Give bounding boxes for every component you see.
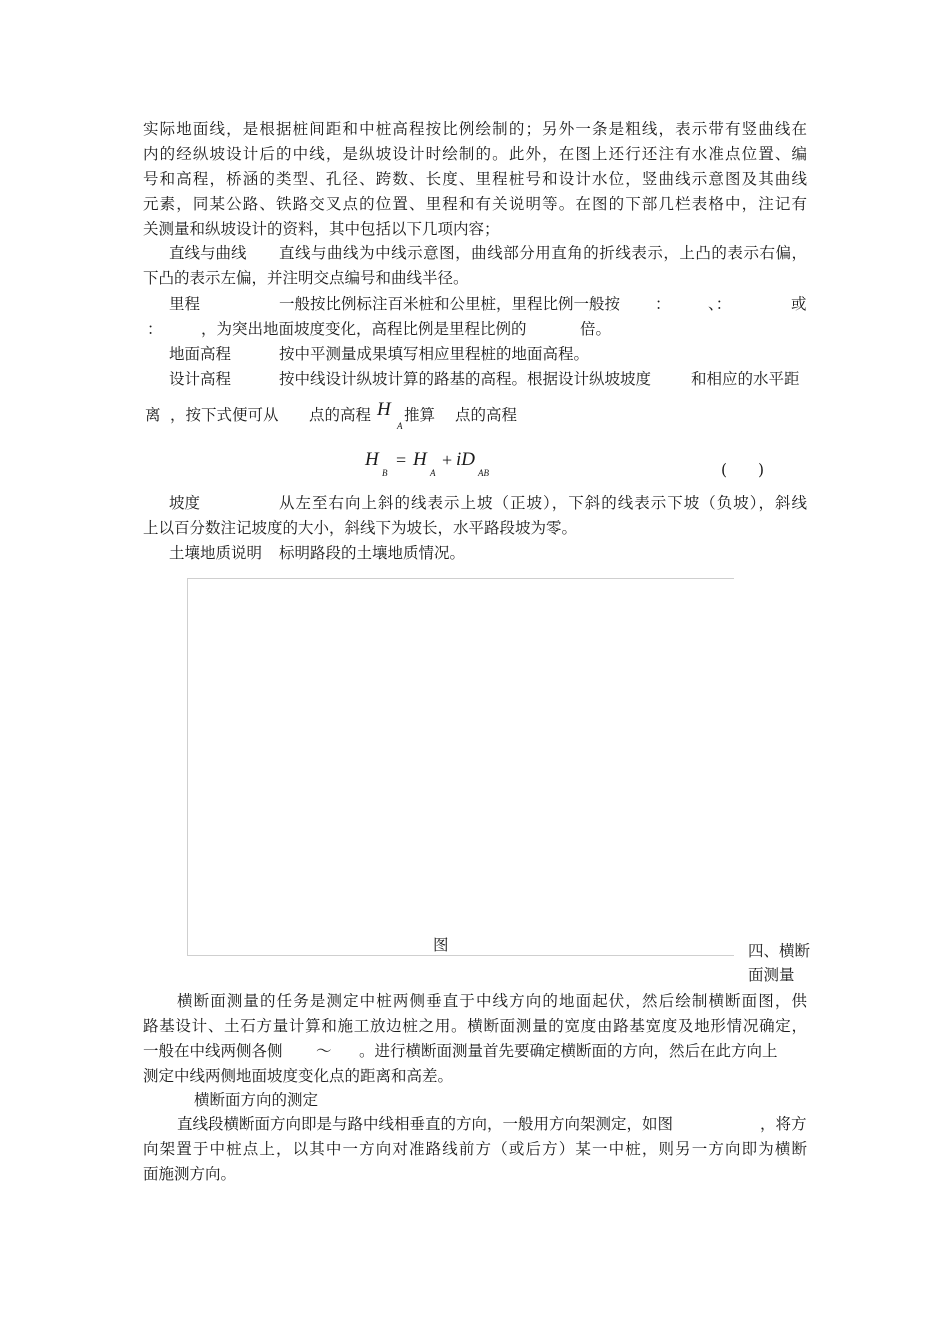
section-heading-line1: 四、横断: [748, 942, 811, 960]
ratio-colon: ：: [147, 320, 163, 338]
paragraph-line: ，将方: [760, 1115, 807, 1133]
ratio-colon: ：: [655, 295, 671, 313]
item-desc-design: 按中线设计纵坡计算的路基的高程。根据设计纵坡坡度: [279, 370, 652, 388]
formula-equals: =: [396, 450, 407, 470]
times-text: 倍。: [580, 320, 612, 338]
paragraph-line: 面施测方向。: [143, 1165, 237, 1183]
formula-number: ( ): [721, 461, 765, 479]
design-cont-d: 推算: [404, 406, 436, 424]
paragraph-line: 横断面测量的任务是测定中桩两侧垂直于中线方向的地面起伏，然后绘制横断面图，供: [177, 992, 807, 1010]
figure-caption: 图: [433, 936, 449, 954]
design-cont-e: 点的高程: [455, 406, 518, 424]
formula-subscript-A: A: [430, 468, 436, 478]
inline-formula-subscript-A: A: [397, 421, 403, 431]
paragraph-line: 一般在中线两侧各侧: [143, 1042, 283, 1060]
or-text: 或: [791, 295, 807, 313]
item-term-curve: 直线与曲线: [169, 244, 247, 262]
paragraph-line: 号和高程，桥涵的类型、孔径、跨数、长度、里程桩号和设计水位，竖曲线示意图及其曲线: [143, 170, 807, 188]
item-term-mileage: 里程: [169, 295, 201, 313]
paragraph-line: 内的经纵坡设计后的中线，是纵坡设计时绘制的。此外，在图上还行还注有水准点位置、编: [143, 145, 807, 163]
formula-plus: +: [442, 450, 453, 470]
range-tilde: ～: [316, 1042, 332, 1060]
formula-subscript-AB: AB: [478, 468, 489, 478]
item-desc-soil: 标明路段的土壤地质情况。: [279, 544, 466, 562]
formula-H: H: [365, 449, 379, 470]
design-cont-c: 点的高程: [309, 406, 372, 424]
formula-iD: iD: [456, 449, 475, 470]
paragraph-line: 向架置于中桩点上，以其中一方向对准路线前方（或后方）某一中桩，则另一方向即为横断: [143, 1140, 807, 1158]
paragraph-line: 。进行横断面测量首先要确定横断面的方向，然后在此方向上: [359, 1042, 778, 1060]
formula-H2: H: [413, 449, 427, 470]
section-heading-line2: 面测量: [748, 966, 795, 984]
paragraph-line: 实际地面线，是根据桩间距和中桩高程按比例绘制的；另外一条是粗线，表示带有竖曲线在: [143, 120, 807, 138]
item-term-ground: 地面高程: [169, 345, 232, 363]
item-cont-curve: 下凸的表示左偏，并注明交点编号和曲线半径。: [143, 269, 469, 287]
item-term-soil: 土壤地质说明: [169, 544, 263, 562]
paragraph-line: 元素，同某公路、铁路交叉点的位置、里程和有关说明等。在图的下部几栏表格中，注记有: [143, 195, 807, 213]
design-cont-a: 离: [145, 406, 161, 424]
item-cont-mileage: ，为突出地面坡度变化，高程比例是里程比例的: [201, 320, 527, 338]
design-cont-b: ，按下式便可从: [170, 406, 279, 424]
item-desc-curve: 直线与曲线为中线示意图，曲线部分用直角的折线表示，上凸的表示右偏，: [279, 244, 807, 262]
item-desc-ground: 按中平测量成果填写相应里程桩的地面高程。: [279, 345, 590, 363]
item-desc-slope: 从左至右向上斜的线表示上坡（正坡），下斜的线表示下坡（负坡），斜线: [279, 494, 807, 512]
item-term-slope: 坡度: [169, 494, 201, 512]
paragraph-line: 测定中线两侧地面坡度变化点的距离和高差。: [143, 1067, 454, 1085]
inline-formula-H: H: [377, 399, 391, 420]
item-desc-design-tail: 和相应的水平距: [691, 370, 800, 388]
paragraph-line: 关测量和纵坡设计的资料，其中包括以下几项内容；: [143, 220, 500, 238]
subsection-title: 横断面方向的测定: [194, 1091, 319, 1109]
item-cont-slope: 上以百分数注记坡度的大小，斜线下为坡长，水平路段坡为零。: [143, 519, 578, 537]
formula-subscript-B: B: [382, 468, 388, 478]
paragraph-line: 直线段横断面方向即是与路中线相垂直的方向，一般用方向架测定，如图: [177, 1115, 674, 1133]
item-term-design: 设计高程: [169, 370, 232, 388]
figure-frame: [187, 578, 734, 956]
ratio-separator: 、：: [708, 295, 732, 313]
paragraph-line: 路基设计、土石方量计算和施工放边桩之用。横断面测量的宽度由路基宽度及地形情况确定，: [143, 1017, 807, 1035]
item-desc-mileage: 一般按比例标注百米桩和公里桩，里程比例一般按: [279, 295, 621, 313]
